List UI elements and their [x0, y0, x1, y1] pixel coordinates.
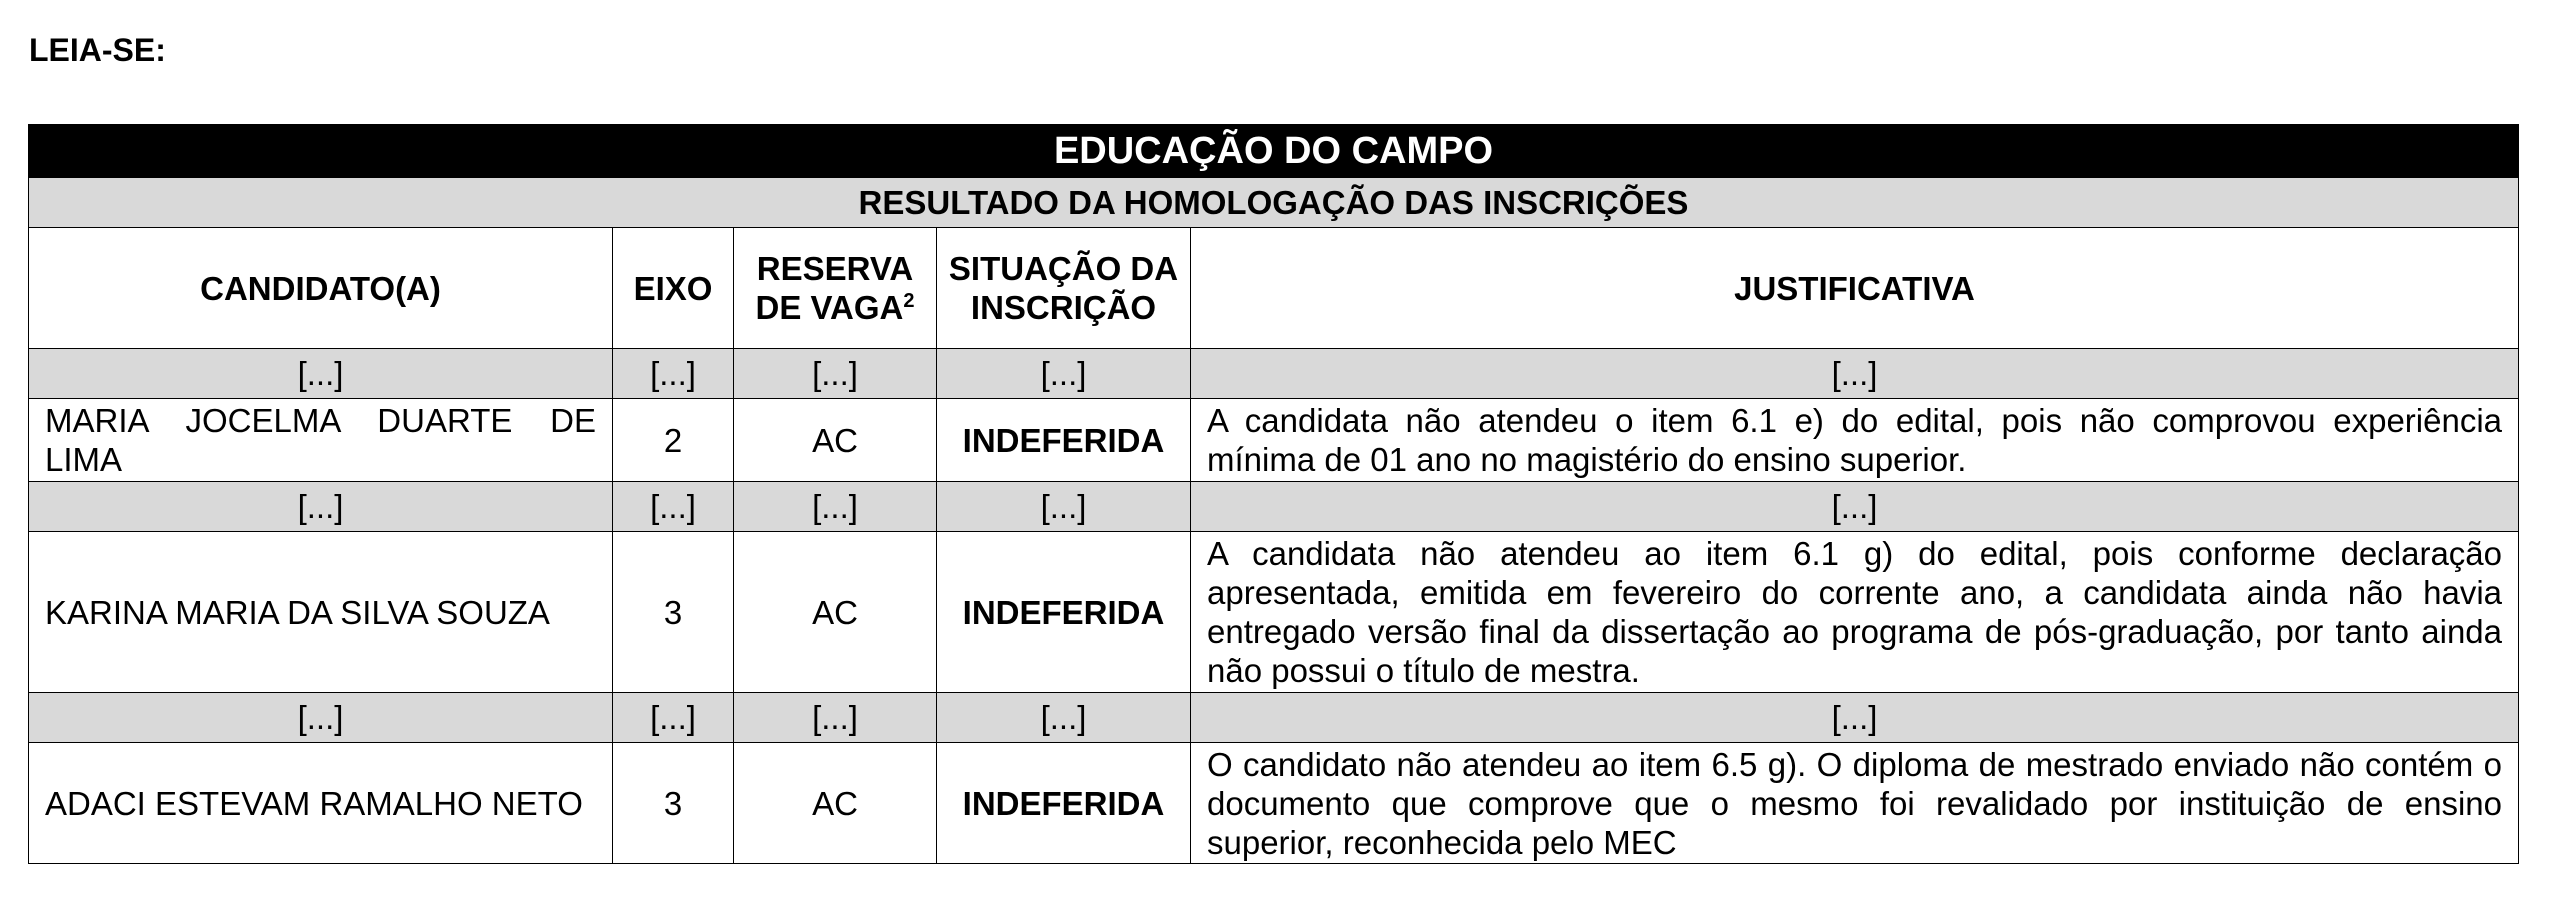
omitted-row — [29, 482, 2519, 532]
table-row — [29, 399, 2519, 482]
omitted-cell: [...] — [937, 482, 1191, 532]
eixo-value: 2 — [613, 399, 734, 482]
justificativa-text: O candidato não atendeu ao item 6.5 g). O diploma de mestrado enviado não contém o documento que comprove que o mesmo foi revalidado por instituição de ensino superior, reconhecida pelo MEC — [1191, 743, 2519, 864]
header-situacao: SITUAÇÃO DA INSCRIÇÃO — [937, 228, 1191, 349]
omitted-cell: [...] — [734, 693, 937, 743]
omitted-cell: [...] — [613, 349, 734, 399]
header-reserva — [734, 228, 937, 349]
header-reserva-label: RESERVA DE VAGA — [755, 250, 914, 326]
table-subtitle-row — [29, 178, 2519, 228]
omitted-cell: [...] — [937, 349, 1191, 399]
table-title-row — [29, 125, 2519, 178]
header-justificativa: JUSTIFICATIVA — [1191, 228, 2519, 349]
omitted-cell: [...] — [613, 693, 734, 743]
omitted-cell: [...] — [1191, 349, 2519, 399]
eixo-value: 3 — [613, 743, 734, 864]
header-eixo: EIXO — [613, 228, 734, 349]
omitted-cell: [...] — [613, 482, 734, 532]
table-title: EDUCAÇÃO DO CAMPO — [29, 125, 2519, 178]
omitted-cell: [...] — [29, 349, 613, 399]
results-table — [28, 124, 2519, 864]
situacao-value: INDEFERIDA — [937, 743, 1191, 864]
omitted-cell: [...] — [734, 349, 937, 399]
leia-se-heading: LEIA-SE: — [29, 32, 166, 68]
table-row — [29, 743, 2519, 864]
header-reserva-footnote: 2 — [903, 290, 915, 312]
omitted-cell: [...] — [29, 693, 613, 743]
justificativa-text: A candidata não atendeu o item 6.1 e) do edital, pois não comprovou experiência mínima de 01 ano no magistério do ensino superior. — [1191, 399, 2519, 482]
omitted-cell: [...] — [1191, 482, 2519, 532]
header-row — [29, 228, 2519, 349]
reserva-value: AC — [734, 743, 937, 864]
omitted-cell: [...] — [734, 482, 937, 532]
omitted-cell: [...] — [937, 693, 1191, 743]
omitted-cell: [...] — [1191, 693, 2519, 743]
table-row — [29, 532, 2519, 693]
situacao-value: INDEFERIDA — [937, 399, 1191, 482]
candidate-name: ADACI ESTEVAM RAMALHO NETO — [29, 743, 613, 864]
table-subtitle: RESULTADO DA HOMOLOGAÇÃO DAS INSCRIÇÕES — [29, 178, 2519, 228]
omitted-row — [29, 693, 2519, 743]
reserva-value: AC — [734, 532, 937, 693]
header-candidato: CANDIDATO(A) — [29, 228, 613, 349]
justificativa-text: A candidata não atendeu ao item 6.1 g) do edital, pois conforme declaração apresentada, emitida em fevereiro do corrente ano, a candidata ainda não havia entregado versão final da dissertação ao programa de pós-graduação, por tanto ainda não possui o título de mestra. — [1191, 532, 2519, 693]
omitted-row — [29, 349, 2519, 399]
candidate-name: KARINA MARIA DA SILVA SOUZA — [29, 532, 613, 693]
omitted-cell: [...] — [29, 482, 613, 532]
reserva-value: AC — [734, 399, 937, 482]
candidate-name: MARIA JOCELMA DUARTE DE LIMA — [29, 399, 613, 482]
situacao-value: INDEFERIDA — [937, 532, 1191, 693]
eixo-value: 3 — [613, 532, 734, 693]
